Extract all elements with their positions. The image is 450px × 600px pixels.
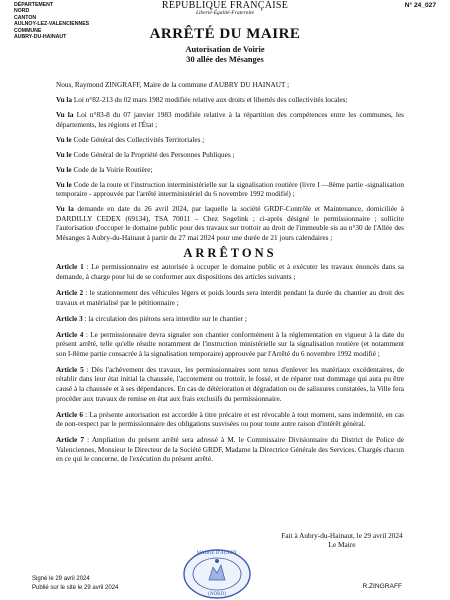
article-paragraph [56,315,404,325]
visa-text: Loi n°83-8 du 07 janvier 1983 modifiée relative à la répartition des compétences entre les communes, les départements, les régions et l'État ; [56,110,404,129]
republic-label: RÉPUBLIQUE FRANÇAISE [161,0,289,11]
header-line: AUBRY-DU-HAINAUT [14,34,67,41]
signature-place-date: Fait à Aubry-du-Hainaut, le 29 avril 2024 [281,531,403,540]
published-date: Publié sur le site le 29 avril 2024 [32,585,119,591]
intro-paragraph: Nous, Raymond ZINGRAFF, Maire de la commune d'AUBRY DU HAINAUT ; [56,81,290,89]
visa-text: Code Général de la Propriété des Personnes Publiques ; [71,150,235,159]
signer-name: R.ZINGRAFF [362,583,402,590]
article-text: : la circulation des piétons sera interdite sur le chantier ; [82,314,247,323]
visa-label: Vu la [56,205,74,214]
article-paragraph [56,366,404,404]
republic-header [0,0,450,16]
devise: Liberté-Égalité-Fraternité [195,10,255,16]
visa-text: Code Général des Collectivités Territoriales ; [71,135,205,144]
article-text: : La présente autorisation est accordée à titre précaire et est révocable à tout moment, sans indemnité, en cas de non-respect par le permissionnaire des obligations susvisées ou pour toute autre raison d'intérêt général. [56,410,404,429]
article-text: : Le permissionnaire est autorisée à occuper le domaine public et à exécuter les travaux énoncés dans sa demande, à charge pour lui de se conformer aux dispositions des articles suivants ; [56,263,404,282]
header-line: NORD [14,8,30,15]
subtitle-line: 30 allée des Mésanges [186,55,264,64]
article-label: Article 5 [56,365,84,374]
visa-paragraph [56,111,404,130]
header-line: COMMUNE [14,27,42,34]
arretons-heading: ARRÊTONS [183,245,277,260]
subtitle-line: Autorisation de Voirie [185,45,265,54]
article-paragraph [56,263,404,282]
article-label: Article 6 [56,410,84,419]
mairie-seal-icon [182,547,252,599]
visa-paragraph [56,205,404,243]
signature-role: Le Maire [328,539,356,549]
visa-text: demande en date du 26 avril 2024, par laquelle la société GRDF-Contrôle et Maintenance, domiciliée à DARDILLY CEDEX (69134), TSA 70011 – Chez Sogelink ; ci-après désigné le permissionnaire ; sollicite l'autorisation d'occuper le domaine public pour des travaux sur trottoir au droit de l'immeuble sis au n°30 de l'Allée des Mésanges à Aubry-du-Hainaut à partir du 27 mai 2024 pour une durée de 21 jours calendaires ; [56,205,404,242]
article-label: Article 7 [56,436,85,445]
visa-label: Vu le [56,165,72,174]
document-title: ARRÊTÉ DU MAIRE [149,26,301,42]
signed-date: Signé le 29 avril 2024 [32,576,90,582]
article-label: Article 4 [56,330,84,339]
visa-text: Code de la route et l'instruction interministérielle sur la signalisation routière (livre I —8ème partie -signalisation temporaire - approuvée par l'arrêté interministériel du 6 novembre 1992 modifié) ; [56,180,404,199]
visa-text: Code de la Voirie Routière; [71,165,153,174]
header-line: AULNOY-LEZ-VALENCIENNES [14,21,90,28]
visa-label: Vu le [56,135,72,144]
visa-paragraph [56,181,404,200]
visa-paragraph [56,151,404,161]
visa-paragraph [56,166,404,176]
article-paragraph [56,331,404,360]
header-line: DÉPARTEMENT [14,2,54,8]
reference-number: N° 24_027 [404,2,436,9]
svg-text:MAIRIE D'AUBRY: MAIRIE D'AUBRY [196,551,238,556]
article-text: : Le permissionnaire devra signaler son chantier conformément à la réglementation en vigueur à la date du présent arrêté, telle qu'elle résulte notamment de l'instruction ministérielle sur la signalisation routière (et notamment son I-8ème partie consacrée à la signalisation temporaire) approuvée par l'Arrêté du 6 novembre 1992 modifié ; [56,330,404,358]
article-text: : Ampliation du présent arrêté sera adressé à M. le Commissaire Divisionnaire du District de Police de Valenciennes, Monsieur le Directeur de la Société GRDF, Madame la Directrice Générale des Services. Chargés chacun en ce qui le concerne, de l'exécution du présent arrêté. [56,436,404,464]
article-paragraph [56,411,404,430]
visa-label: Vu le [56,150,72,159]
article-text: : le stationnement des véhicules légers et poids lourds sera interdit pendant la durée du chantier au droit des travaux et matérialisé par le pétitionnaire ; [56,289,405,307]
visa-paragraph [56,136,404,146]
visa-label: Vu le [56,180,72,189]
document-body [56,81,404,471]
article-label: Article 3 [56,314,83,323]
article-label: Article 2 [56,289,84,298]
article-label: Article 1 [56,263,84,272]
visa-paragraph [56,96,404,106]
visa-label: Vu la [56,95,73,104]
article-paragraph [56,289,404,308]
svg-text:(NORD): (NORD) [208,592,226,597]
document-subtitle [0,45,450,65]
article-paragraph [56,436,404,465]
publication-note [32,575,118,593]
article-text: : Dès l'achèvement des travaux, les permissionnaires sont tenus d'enlever les matériaux excédentaires, de rétablir dans leur état initial la chaussée, l'accotement ou trottoir, le fossé, et de réparer tout dommage qui aura pu être causé à la chaussée et à ses dépendances. En cas de détérioration et dégradation ou de salissures constatées, la Ville fera procéder aux travaux de remise en état aux frais exclusifs du permissionnaire. [56,365,405,403]
visa-text: Loi n°82-213 du 02 mars 1982 modifiée relative aux droits et libertés des collectivités locales; [72,95,348,104]
visa-label: Vu la [56,110,74,119]
header-line: CANTON [14,14,37,21]
signature-block [262,532,422,549]
